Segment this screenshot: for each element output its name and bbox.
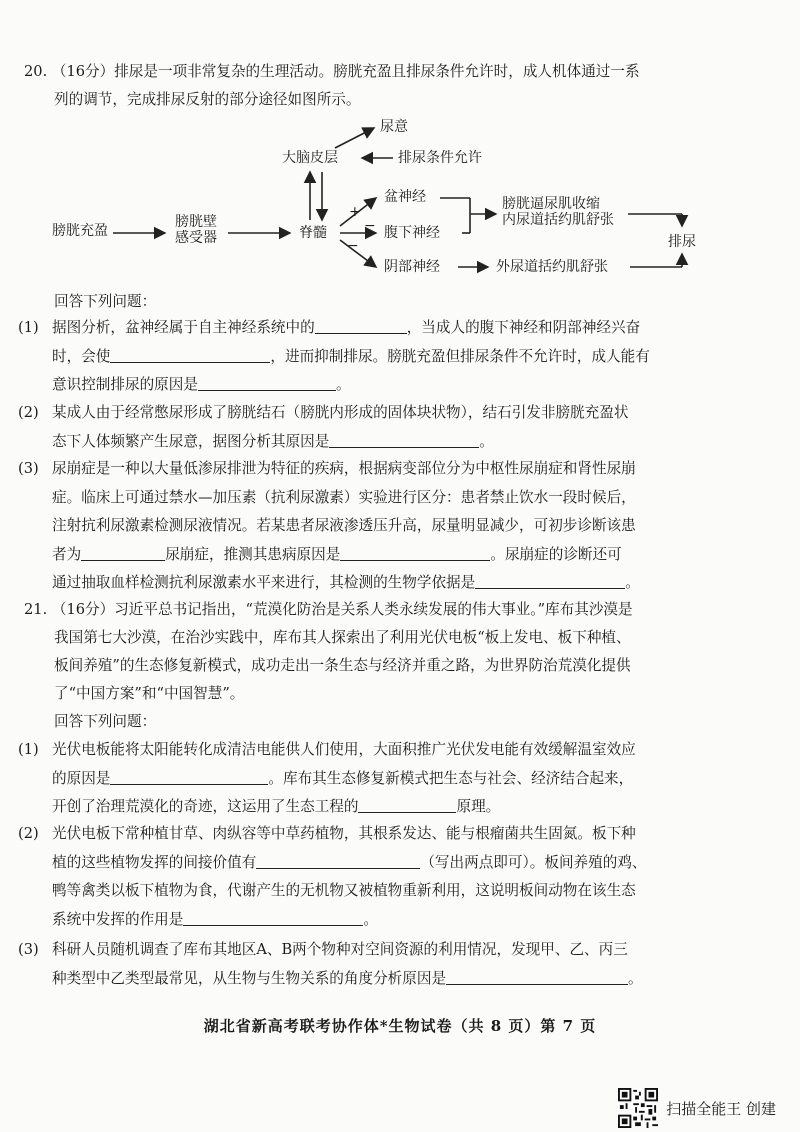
answer-blank[interactable] (256, 852, 420, 869)
node-cerebral-cortex: 大脑皮层 (282, 150, 338, 166)
text: 据图分析，盆神经属于自主神经系统中的 (52, 319, 315, 336)
node-bladder-full: 膀胱充盈 (52, 223, 108, 239)
q20-item-3 (18, 455, 780, 598)
text: 。 (363, 910, 378, 928)
page-footer: 湖北省新高考联考协作体*生物试卷（共 8 页）第 7 页 (203, 1017, 597, 1035)
answer-blank[interactable] (81, 544, 165, 561)
text: 的原因是 (52, 769, 111, 787)
node-receptor-line1: 膀胱壁 (175, 214, 217, 230)
q21-intro-line1: 21. （16分）习近平总书记指出，“荒漠化防治是关系人类永续发展的伟大事业。”库布其沙漠是 (24, 601, 633, 618)
q21-item-2 (18, 820, 780, 934)
text: 植的这些植物发挥的间接价值有 (52, 853, 257, 871)
q21-item-1 (18, 736, 780, 822)
q21-prompt: 回答下列问题： (54, 713, 157, 730)
node-effect1-line2: 内尿道括约肌舒张 (502, 212, 614, 228)
text: 者为 (52, 545, 82, 563)
node-condition: 排尿条件允许 (398, 150, 482, 166)
answer-blank[interactable] (183, 909, 363, 926)
item-number: (1) (18, 741, 39, 758)
answer-blank[interactable] (198, 374, 336, 391)
node-pudendal-nerve: 阴部神经 (384, 259, 440, 275)
q21-intro-line4: 了“中国方案”和“中国智慧”。 (54, 685, 245, 702)
text: 科研人员随机调查了库布其地区A、B两个物种对空间资源的利用情况，发现甲、乙、丙三 (52, 941, 628, 958)
text: ，当成人的腹下神经和阴部神经兴奋 (406, 319, 641, 336)
node-pelvic-nerve: 盆神经 (384, 189, 426, 205)
item-number: (1) (18, 319, 39, 336)
text: 。库布其生态修复新模式把生态与社会、经济结合起来， (268, 769, 634, 787)
q21-intro-line2: 我国第七大沙漠，在治沙实践中，库布其人探索出了利用光伏电板“板上发电、板下种植、 (54, 629, 631, 646)
answer-blank[interactable] (475, 572, 625, 589)
text: 某成人由于经常憋尿形成了膀胱结石（膀胱内形成的固体块状物），结石引发非膀胱充盈状 (52, 404, 629, 421)
q20-header-line2: 列的调节，完成排尿反射的部分途径如图所示。 (54, 91, 361, 108)
q20-item-1 (18, 314, 780, 400)
q20-item-2 (18, 399, 780, 456)
answer-blank[interactable] (315, 317, 407, 334)
scanner-watermark (618, 1088, 776, 1128)
text: 系统中发挥的作用是 (52, 910, 184, 928)
text: 。尿崩症的诊断还可 (490, 545, 622, 563)
item-number: (2) (18, 825, 39, 842)
text: 。 (335, 376, 351, 393)
q20-header-line1: 20. （16分）排尿是一项非常复杂的生理活动。膀胱充盈且排尿条件允许时，成人机体通过一系 (24, 63, 640, 80)
q21-item-3 (18, 936, 780, 993)
qr-code-icon (618, 1088, 658, 1128)
node-hypogastric-nerve: 腹下神经 (384, 225, 440, 241)
text: 光伏电板下常种植甘草、肉纵容等中草药植物，其根系发达、能与根瘤菌共生固氮。板下种 (52, 825, 636, 842)
node-urge: 尿意 (380, 119, 408, 135)
text: 时，会使 (52, 347, 111, 365)
urination-reflex-diagram (0, 110, 800, 290)
answer-blank[interactable] (329, 431, 479, 448)
item-number: (2) (18, 404, 39, 421)
answer-blank[interactable] (110, 768, 268, 785)
answer-blank[interactable] (110, 346, 270, 363)
sign-minus-pudendal: − (347, 238, 359, 254)
text: 开创了治理荒漠化的奇迹，这运用了生态工程的 (52, 798, 359, 815)
sign-minus-hypogastric: − (364, 218, 376, 234)
scanner-text: 扫描全能王 创建 (666, 1099, 776, 1118)
text: （写出两点即可）。板间养殖的鸡、 (420, 853, 647, 871)
answer-blank[interactable] (340, 544, 490, 561)
node-urination: 排尿 (668, 234, 696, 250)
text: 态下人体频繁产生尿意，据图分析其原因是 (52, 432, 330, 450)
text: 原理。 (456, 798, 501, 815)
text: 尿崩症是一种以大量低渗尿排泄为特征的疾病，根据病变部位分为中枢性尿崩症和肾性尿崩 (52, 460, 636, 477)
text: 光伏电板能将太阳能转化成清洁电能供人们使用，大面积推广光伏发电能有效缓解温室效应 (52, 741, 636, 758)
q20-prompt: 回答下列问题： (54, 293, 157, 310)
answer-blank[interactable] (358, 796, 456, 813)
text: ，进而抑制排尿。膀胱充盈但排尿条件不允许时，成人能有 (270, 347, 650, 365)
text: 。 (625, 574, 640, 591)
q21-intro-line3: 板间养殖”的生态修复新模式，成功走出一条生态与经济并重之路，为世界防治荒漠化提供 (54, 657, 631, 674)
item-number: (3) (18, 460, 39, 477)
node-effect1-line1: 膀胱逼尿肌收缩 (502, 196, 600, 212)
node-spinal-cord: 脊髓 (299, 225, 327, 241)
text: 种类型中乙类型最常见，从生物与生物关系的角度分析原因是 (52, 969, 447, 987)
node-receptor-line2: 感受器 (175, 230, 217, 246)
text: 。 (628, 969, 643, 987)
text: 尿崩症，推测其患病原因是 (165, 545, 341, 563)
text: 鸭等禽类以板下植物为食，代谢产生的无机物又被植物重新利用，这说明板间动物在该生态 (52, 882, 636, 899)
text: 通过抽取血样检测抗利尿激素水平来进行，其检测的生物学依据是 (52, 574, 476, 591)
node-effect2: 外尿道括约肌舒张 (496, 259, 608, 275)
text: 意识控制排尿的原因是 (52, 376, 198, 393)
text: 注射抗利尿激素检测尿液情况。若某患者尿液渗透压升高，尿量明显减少，可初步诊断该患 (52, 517, 636, 534)
sign-plus: + (349, 204, 361, 220)
text: 症。临床上可通过禁水—加压素（抗利尿激素）实验进行区分：患者禁止饮水一段时候后， (52, 488, 636, 506)
item-number: (3) (18, 941, 39, 958)
answer-blank[interactable] (446, 968, 628, 985)
text: 。 (479, 432, 494, 450)
